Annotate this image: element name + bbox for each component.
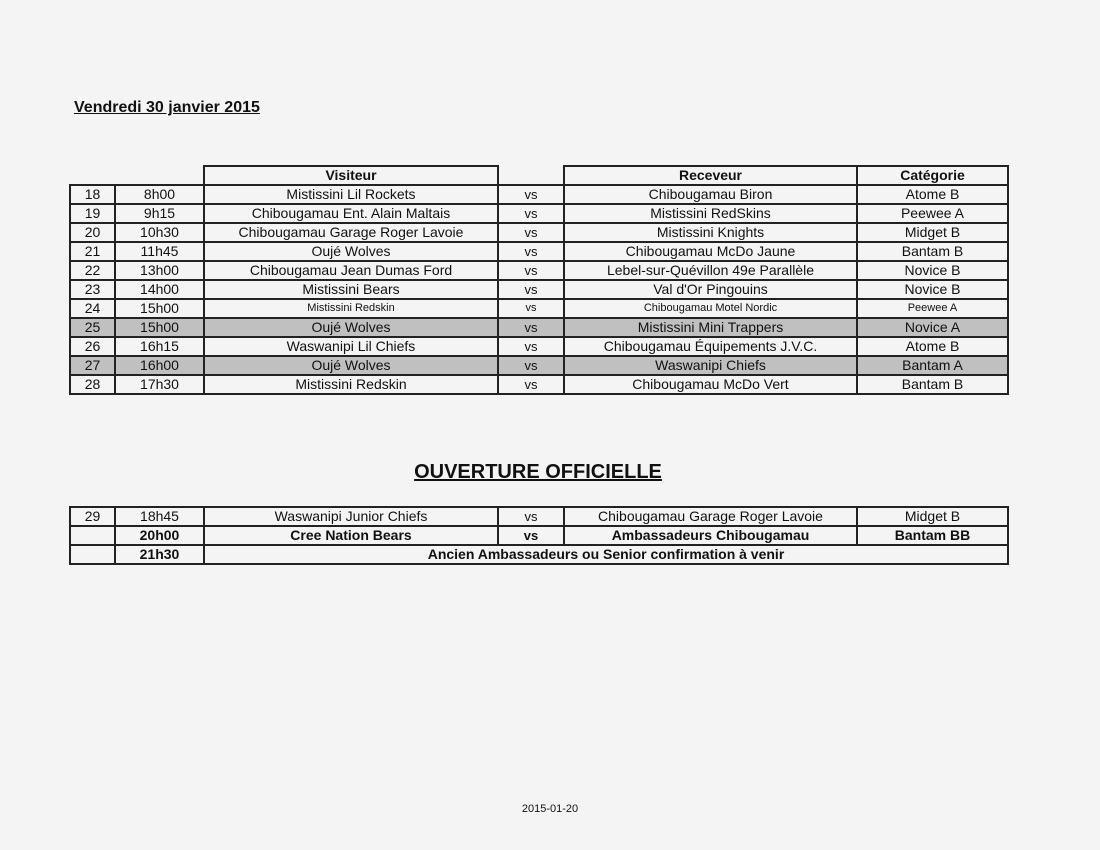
table-row (70, 318, 1008, 337)
header-receiver: Receveur (564, 166, 857, 185)
game-number: 18 (70, 185, 115, 204)
vs-label: vs (498, 223, 564, 242)
visitor-team: Oujé Wolves (204, 318, 498, 337)
opening-table (69, 506, 1009, 565)
receiver-team: Mistissini Knights (564, 223, 857, 242)
schedule-table (69, 165, 1009, 395)
vs-label: vs (498, 299, 564, 318)
vs-label: vs (498, 526, 564, 545)
game-number: 28 (70, 375, 115, 394)
receiver-team: Chibougamau Équipements J.V.C. (564, 337, 857, 356)
game-time: 14h00 (115, 280, 204, 299)
category: Novice A (857, 318, 1008, 337)
category: Midget B (857, 507, 1008, 526)
visitor-team: Cree Nation Bears (204, 526, 498, 545)
game-number: 22 (70, 261, 115, 280)
section-title: OUVERTURE OFFICIELLE (414, 461, 662, 483)
receiver-team: Waswanipi Chiefs (564, 356, 857, 375)
game-number: 19 (70, 204, 115, 223)
game-number: 20 (70, 223, 115, 242)
table-row (70, 261, 1008, 280)
game-time: 16h00 (115, 356, 204, 375)
game-time: 11h45 (115, 242, 204, 261)
receiver-team: Chibougamau McDo Vert (564, 375, 857, 394)
visitor-team: Waswanipi Lil Chiefs (204, 337, 498, 356)
game-time: 10h30 (115, 223, 204, 242)
vs-label: vs (498, 204, 564, 223)
footer-date: 2015-01-20 (521, 803, 579, 815)
header-category: Catégorie (857, 166, 1008, 185)
vs-label: vs (498, 185, 564, 204)
category: Peewee A (857, 204, 1008, 223)
visitor-team: Mistissini Redskin (204, 299, 498, 318)
table-row (70, 204, 1008, 223)
receiver-team: Lebel-sur-Quévillon 49e Parallèle (564, 261, 857, 280)
vs-label: vs (498, 280, 564, 299)
table-row (70, 242, 1008, 261)
game-time: 15h00 (115, 318, 204, 337)
visitor-team: Mistissini Bears (204, 280, 498, 299)
visitor-team: Chibougamau Jean Dumas Ford (204, 261, 498, 280)
game-number: 26 (70, 337, 115, 356)
table-row (70, 507, 1008, 526)
header-visitor: Visiteur (204, 166, 498, 185)
game-time: 17h30 (115, 375, 204, 394)
category: Atome B (857, 337, 1008, 356)
receiver-team: Ambassadeurs Chibougamau (564, 526, 857, 545)
game-number (70, 526, 115, 545)
receiver-team: Mistissini Mini Trappers (564, 318, 857, 337)
game-time: 21h30 (115, 545, 204, 564)
game-time: 8h00 (115, 185, 204, 204)
table-row (70, 356, 1008, 375)
game-number: 25 (70, 318, 115, 337)
table-row (70, 526, 1008, 545)
game-time: 16h15 (115, 337, 204, 356)
date-title: Vendredi 30 janvier 2015 (74, 99, 260, 116)
visitor-team: Oujé Wolves (204, 356, 498, 375)
confirmation-note: Ancien Ambassadeurs ou Senior confirmation à venir (204, 545, 1008, 564)
vs-label: vs (498, 507, 564, 526)
table-row (70, 375, 1008, 394)
category: Novice B (857, 280, 1008, 299)
visitor-team: Chibougamau Garage Roger Lavoie (204, 223, 498, 242)
game-time: 18h45 (115, 507, 204, 526)
game-number: 24 (70, 299, 115, 318)
visitor-team: Mistissini Lil Rockets (204, 185, 498, 204)
table-row (70, 223, 1008, 242)
receiver-team: Chibougamau Biron (564, 185, 857, 204)
receiver-team: Chibougamau McDo Jaune (564, 242, 857, 261)
table-row (70, 299, 1008, 318)
vs-label: vs (498, 375, 564, 394)
game-time: 15h00 (115, 299, 204, 318)
category: Bantam BB (857, 526, 1008, 545)
vs-label: vs (498, 318, 564, 337)
game-number: 21 (70, 242, 115, 261)
table-row (70, 545, 1008, 564)
category: Peewee A (857, 299, 1008, 318)
game-number: 23 (70, 280, 115, 299)
schedule-header-row (70, 166, 1008, 185)
table-row (70, 185, 1008, 204)
category: Novice B (857, 261, 1008, 280)
game-time: 13h00 (115, 261, 204, 280)
receiver-team: Chibougamau Garage Roger Lavoie (564, 507, 857, 526)
visitor-team: Waswanipi Junior Chiefs (204, 507, 498, 526)
schedule-body (70, 185, 1008, 394)
header-blank (70, 166, 115, 185)
vs-label: vs (498, 261, 564, 280)
game-time: 20h00 (115, 526, 204, 545)
vs-label: vs (498, 337, 564, 356)
game-time: 9h15 (115, 204, 204, 223)
receiver-team: Val d'Or Pingouins (564, 280, 857, 299)
header-blank (115, 166, 204, 185)
table-row (70, 280, 1008, 299)
vs-label: vs (498, 242, 564, 261)
header-blank (498, 166, 564, 185)
receiver-team: Mistissini RedSkins (564, 204, 857, 223)
visitor-team: Chibougamau Ent. Alain Maltais (204, 204, 498, 223)
visitor-team: Mistissini Redskin (204, 375, 498, 394)
category: Bantam B (857, 242, 1008, 261)
visitor-team: Oujé Wolves (204, 242, 498, 261)
game-number: 29 (70, 507, 115, 526)
receiver-team: Chibougamau Motel Nordic (564, 299, 857, 318)
category: Bantam B (857, 375, 1008, 394)
vs-label: vs (498, 356, 564, 375)
category: Atome B (857, 185, 1008, 204)
game-number: 27 (70, 356, 115, 375)
game-number (70, 545, 115, 564)
category: Midget B (857, 223, 1008, 242)
category: Bantam A (857, 356, 1008, 375)
table-row (70, 337, 1008, 356)
